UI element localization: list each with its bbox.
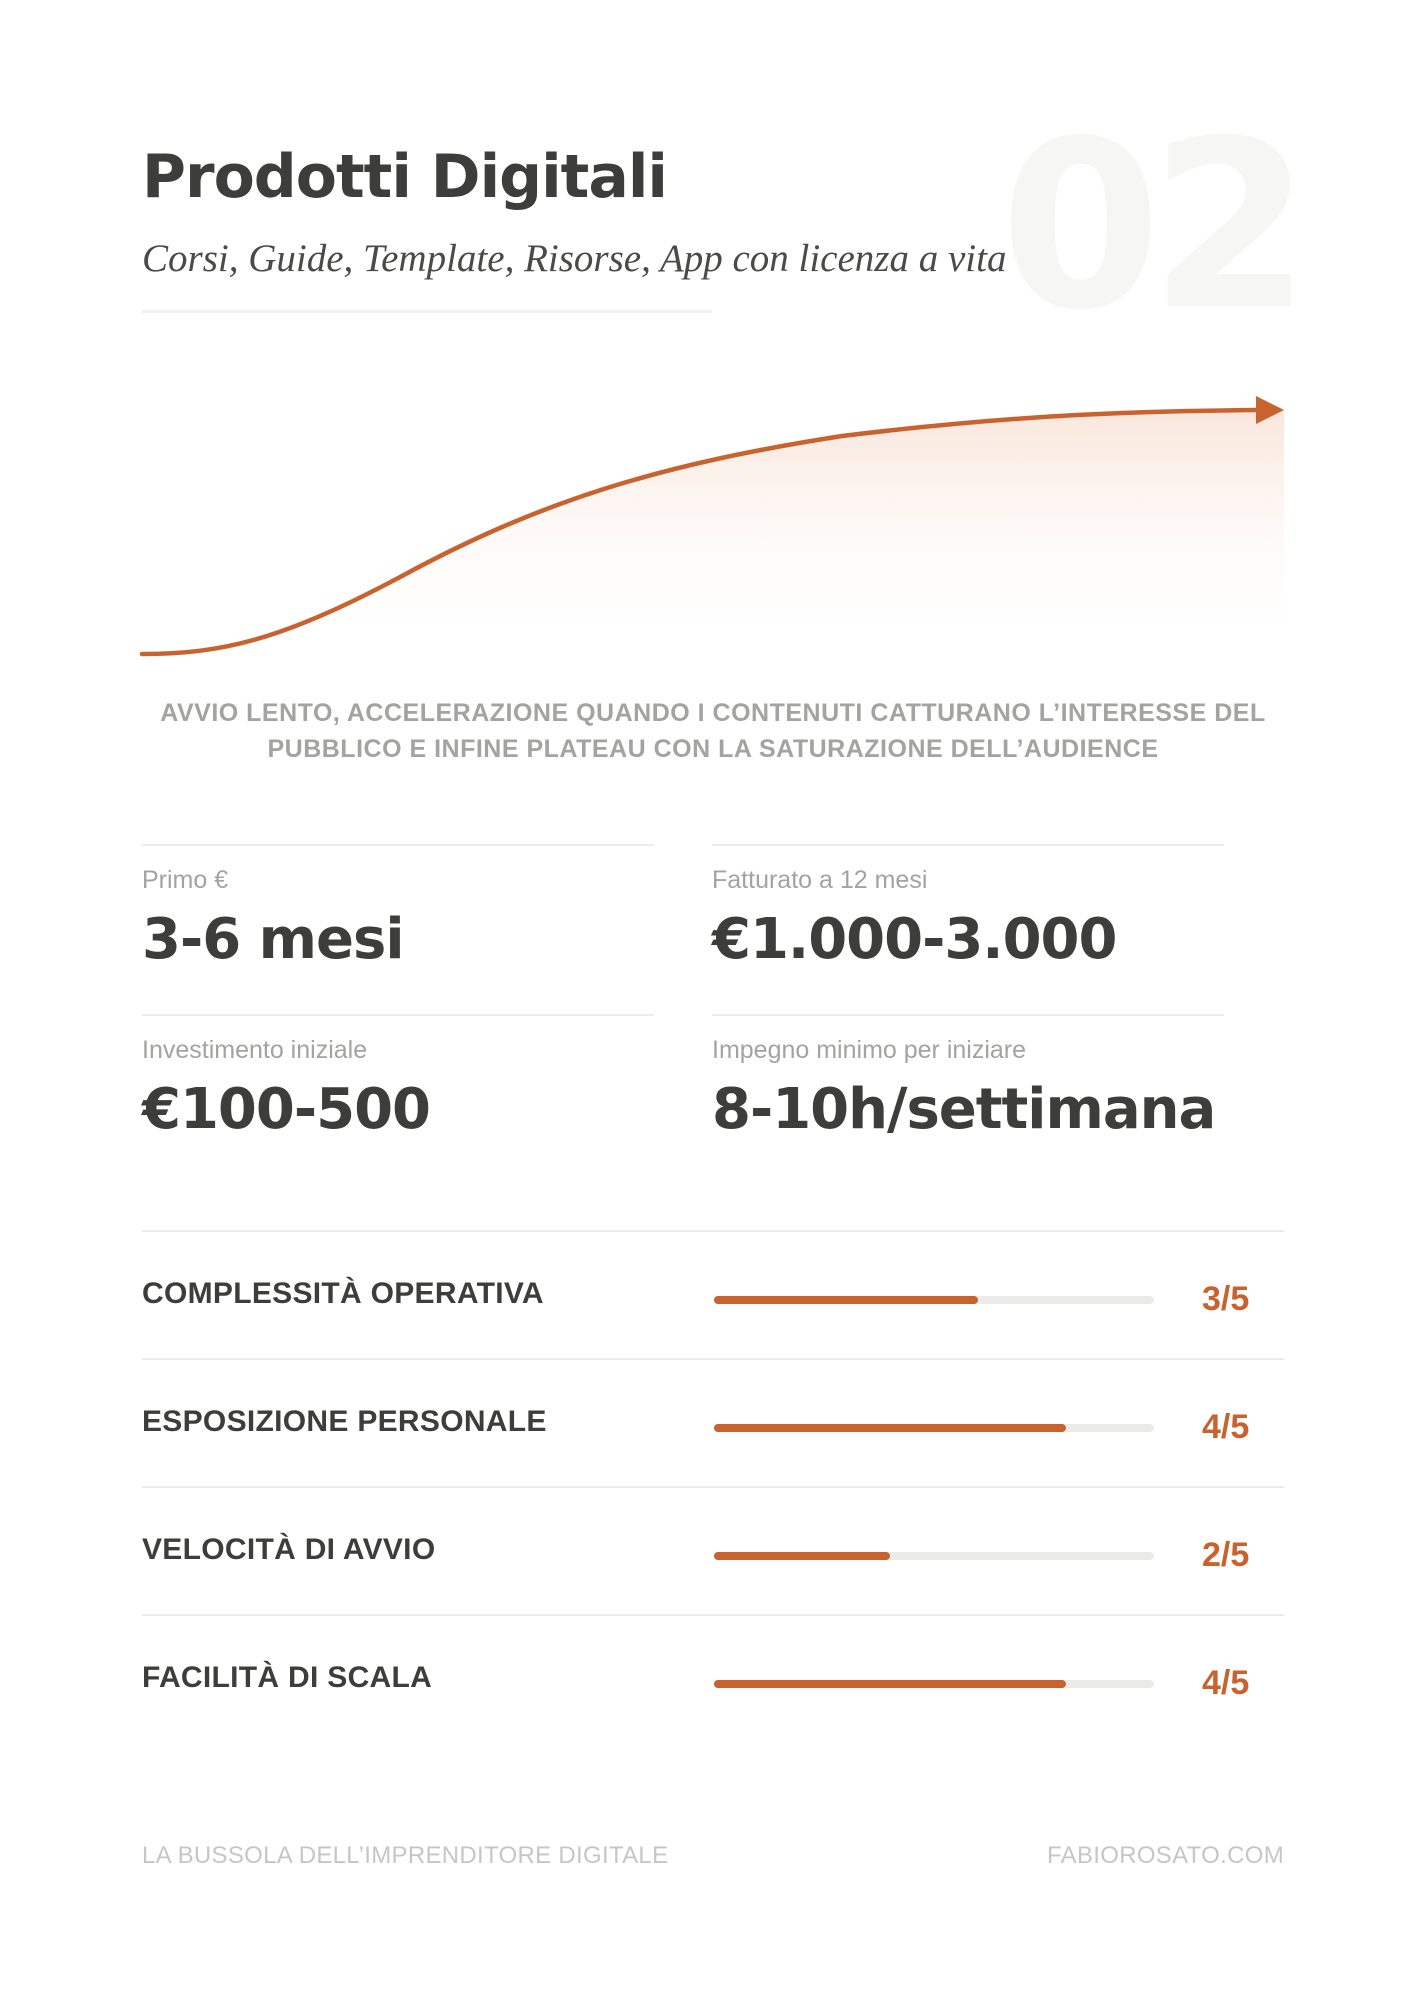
rating-score: 3/5	[1202, 1280, 1250, 1318]
stat-revenue-12-months	[712, 844, 1224, 972]
rating-bar-track	[714, 1424, 1154, 1432]
rating-score: 2/5	[1202, 1536, 1250, 1574]
curve-caption: AVVIO LENTO, ACCELERAZIONE QUANDO I CONTENUTI CATTURANO L’INTERESSE DEL PUBBLICO E INFINE PLATEAU CON LA SATURAZIONE DELL’AUDIENCE	[160, 699, 1266, 763]
page-subtitle: Corsi, Guide, Template, Risorse, App con licenza a vita	[142, 237, 1007, 280]
page-number: 02	[1000, 91, 1299, 361]
stat-label: Primo €	[142, 866, 229, 894]
rating-score: 4/5	[1202, 1664, 1250, 1702]
ratings-list	[142, 1230, 1284, 1742]
growth-curve-illustration	[142, 390, 1284, 670]
rating-row-start-speed	[142, 1486, 1284, 1614]
rating-bar-fill	[714, 1680, 1066, 1688]
stat-label: Investimento iniziale	[142, 1036, 368, 1064]
stat-first-revenue	[142, 844, 654, 972]
rating-label: FACILITÀ DI SCALA	[142, 1661, 433, 1694]
rating-bar-track	[714, 1296, 1154, 1304]
footer-website: FABIOROSATO.COM	[1047, 1842, 1284, 1869]
rating-row-scalability	[142, 1614, 1284, 1742]
rating-label: ESPOSIZIONE PERSONALE	[142, 1405, 547, 1438]
rating-row-exposure	[142, 1358, 1284, 1486]
rating-row-complexity	[142, 1230, 1284, 1358]
title-divider	[142, 310, 712, 313]
stat-value: 3-6 mesi	[142, 907, 404, 972]
rating-score: 4/5	[1202, 1408, 1250, 1446]
rating-label: COMPLESSITÀ OPERATIVA	[142, 1277, 544, 1310]
stat-label: Impegno minimo per iniziare	[712, 1036, 1027, 1064]
stat-value: €1.000-3.000	[712, 907, 1117, 972]
stat-label: Fatturato a 12 mesi	[712, 866, 928, 894]
rating-label: VELOCITÀ DI AVVIO	[142, 1533, 436, 1566]
rating-bar-track	[714, 1680, 1154, 1688]
page-title: Prodotti Digitali	[142, 142, 667, 212]
stat-initial-investment	[142, 1014, 654, 1142]
rating-bar-fill	[714, 1552, 890, 1560]
footer-book-title: LA BUSSOLA DELL’IMPRENDITORE DIGITALE	[142, 1842, 669, 1869]
stat-value: 8-10h/settimana	[712, 1077, 1216, 1142]
rating-bar-fill	[714, 1424, 1066, 1432]
rating-bar-fill	[714, 1296, 978, 1304]
rating-bar-track	[714, 1552, 1154, 1560]
stat-minimum-commitment	[712, 1014, 1224, 1142]
stat-value: €100-500	[142, 1077, 430, 1142]
